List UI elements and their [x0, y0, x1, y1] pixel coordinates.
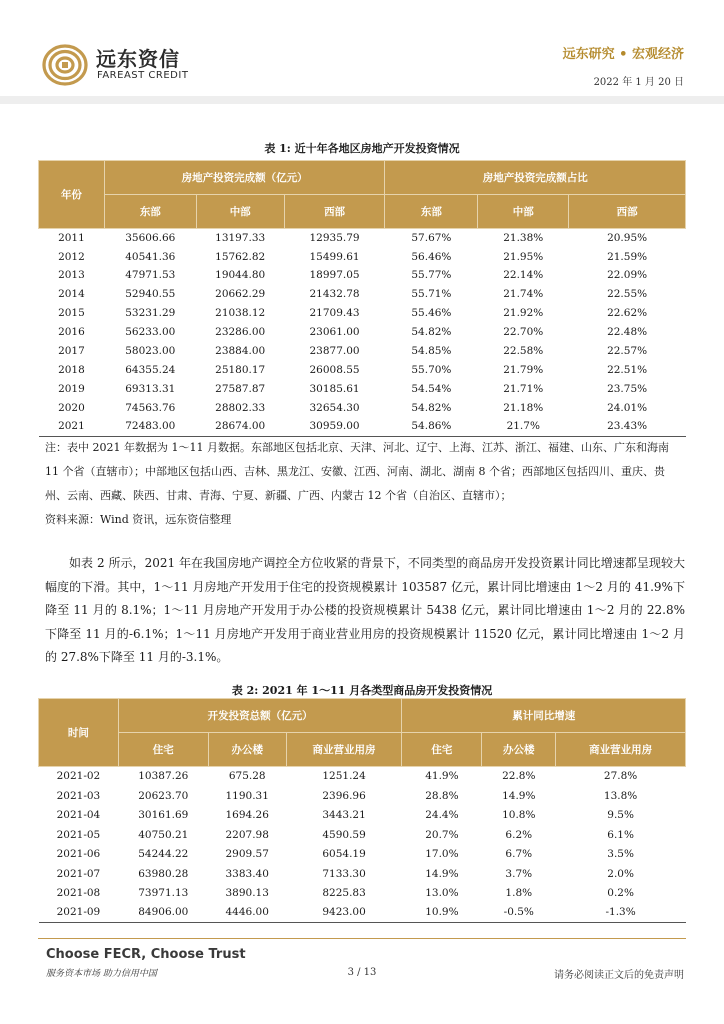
footer-sub-slogan: 服务资本市场 助力信用中国 — [46, 969, 157, 979]
table1-cell: 2016 — [58, 326, 85, 339]
table1-cell: 21.74% — [503, 288, 544, 301]
table1-row — [39, 399, 686, 418]
table1-subheader: 西部 — [284, 195, 385, 229]
table1-cell: 54.54% — [411, 382, 452, 395]
table1-cell: 35606.66 — [125, 231, 176, 244]
table1-cell: 21.59% — [607, 250, 648, 263]
table1-row — [39, 266, 686, 285]
table1-cell: 22.62% — [607, 307, 648, 320]
table2-cell: 2021-03 — [56, 789, 101, 802]
table2-row — [39, 845, 686, 865]
table2-cell: 2396.96 — [322, 789, 366, 802]
table1-cell: 23.75% — [607, 382, 648, 395]
table1-cell: 25180.17 — [215, 363, 266, 376]
table1-source: 资料来源：Wind 资讯，远东资信整理 — [45, 513, 232, 526]
table1-cell: 22.58% — [503, 345, 544, 358]
table1-cell: 55.70% — [411, 363, 452, 376]
table2-cell: 20.7% — [425, 828, 459, 841]
table1-subheader: 西部 — [569, 195, 686, 229]
table2-cell: 1.8% — [505, 887, 533, 899]
table2-cell: 20623.70 — [138, 789, 189, 802]
table1-row — [39, 361, 686, 380]
table1-cell: 30185.61 — [309, 382, 360, 395]
table1-body — [39, 229, 686, 437]
table1-cell: 22.48% — [607, 326, 648, 339]
table2-row — [39, 884, 686, 904]
header-divider — [0, 96, 724, 104]
table1-cell: 20.95% — [607, 231, 648, 244]
table1-subheader: 中部 — [196, 195, 284, 229]
table1-row — [39, 380, 686, 399]
table1-cell: 12935.79 — [309, 231, 360, 244]
table1-cell: 13197.33 — [215, 231, 266, 244]
table2-cell: 3.5% — [607, 848, 634, 860]
table1-cell: 55.46% — [411, 307, 452, 320]
table2-cell: 7133.30 — [322, 867, 366, 880]
table2-cell: 2021-02 — [56, 770, 101, 783]
table2-cell: 24.4% — [425, 809, 459, 821]
table1-cell: 27587.87 — [215, 382, 266, 395]
table1-cell: 23061.00 — [309, 326, 360, 339]
table2-time-header: 时间 — [39, 699, 119, 767]
report-series-title: 远东研究 • 宏观经济 — [562, 47, 684, 62]
table2-cell: 0.2% — [607, 887, 634, 899]
table1-caption: 表 1: 近十年各地区房地产开发投资情况 — [264, 142, 460, 155]
table1-cell: 57.67% — [411, 231, 452, 244]
table2-cell: 22.8% — [502, 770, 536, 783]
table1-cell: 56233.00 — [125, 326, 176, 339]
table2-cell: 2021-05 — [56, 828, 101, 841]
table1-cell: 54.86% — [385, 417, 478, 436]
table1-cell: 47971.53 — [125, 269, 176, 282]
table2-cell: 10.8% — [502, 809, 536, 821]
table2-cell: 4590.59 — [322, 828, 366, 841]
table1-cell: 20662.29 — [215, 288, 266, 301]
table1-cell: 22.09% — [607, 269, 648, 282]
brand-name-en: FAREAST CREDIT — [97, 70, 189, 81]
table1-cell: 22.70% — [503, 326, 544, 339]
table1-note: 注：表中 2021 年数据为 1～11 月数据。东部地区包括北京、天津、河北、辽宁、上海、江苏、浙江、福建、山东、广东和海南 11 个省（直辖市）；中部地区包括山西、吉林、黑龙江、安徽、江西、河南、湖北、湖南 8 个省；西部地区包括四川、重庆、贵州、云南、西藏、陕西、甘肃、青海、宁夏、新疆、广西、内蒙古 12 个省（自治区、直辖市）； — [45, 441, 669, 502]
table2-cell: 54244.22 — [138, 848, 189, 860]
table2-cell: 14.9% — [425, 867, 459, 880]
table1-cell: 15762.82 — [215, 250, 266, 263]
table2-cell: 675.28 — [228, 770, 266, 783]
table2-caption: 表 2: 2021 年 1～11 月各类型商品房开发投资情况 — [231, 684, 493, 697]
table2-cell: 14.9% — [502, 789, 536, 802]
table1-cell: 2018 — [58, 363, 85, 376]
table2-cell: 28.8% — [425, 789, 459, 802]
table1-cell: 54.85% — [411, 345, 452, 358]
page-header — [0, 0, 724, 104]
table1-cell: 32654.30 — [309, 401, 360, 414]
table1-cell: 21.79% — [503, 363, 544, 376]
table1-cell: 21.71% — [503, 382, 544, 395]
table2-cell: 2021-09 — [39, 903, 119, 923]
table1-cell: 74563.76 — [125, 401, 176, 414]
table2-cell: 41.9% — [425, 770, 459, 783]
table1-cell: 2019 — [58, 382, 85, 395]
table2-cell: 13.8% — [603, 789, 638, 802]
table1-cell: 2021 — [39, 417, 105, 436]
table1-cell: 21038.12 — [215, 307, 266, 320]
table2-row — [39, 825, 686, 845]
table1-cell: 22.55% — [607, 288, 648, 301]
table2-cell: 27.8% — [603, 770, 638, 783]
table1-cell: 64355.24 — [125, 363, 176, 376]
table1-year-header: 年份 — [39, 161, 105, 229]
table2-cell: 17.0% — [425, 848, 459, 860]
table1-cell: 2017 — [58, 345, 85, 358]
table1-cell: 15499.61 — [309, 250, 360, 263]
table1-cell: 2020 — [58, 401, 85, 414]
table2-cell: 10.9% — [402, 903, 482, 923]
body-paragraph: 如表 2 所示，2021 年在我国房地产调控全方位收紧的背景下，不同类型的商品房开发投资累计同比增速都呈现较大幅度的下滑。其中，1～11 月房地产开发用于住宅的投资规模累计 103587 亿元，累计同比增速由 1～2 月的 41.9%下降至 11 月的 8.1%；1～11 月房地产开发用于办公楼的投资规模累计 5438 亿元，累计同比增速由 1～2 月的 22.8%下降至 11 月的-6.1%；1～11 月房地产开发用于商业营业用房的投资规模累计 11520 亿元，累计同比增速由 1～2 月的 27.8%下降至 11 月的-3.1%。 — [45, 556, 685, 664]
table1-cell: 21.38% — [503, 231, 544, 244]
table2-cell: 84906.00 — [118, 903, 208, 923]
table1-cell: 23286.00 — [215, 326, 266, 339]
table2-cell: 73971.13 — [138, 887, 189, 899]
footer-divider — [38, 938, 686, 939]
table1-cell: 54.82% — [411, 401, 452, 414]
table2-cell: 2021-07 — [56, 867, 101, 880]
table1-cell: 54.82% — [411, 326, 452, 339]
report-date: 2022 年 1 月 20 日 — [593, 77, 684, 88]
table1-cell: 2011 — [58, 231, 85, 244]
table2-cell: 63980.28 — [138, 867, 189, 880]
table2-group-growth: 累计同比增速 — [402, 699, 686, 733]
table1-cell: 23884.00 — [215, 345, 266, 358]
page-number: 3 / 13 — [347, 967, 377, 978]
table2-subheader: 办公楼 — [208, 733, 286, 767]
table2-cell: 9423.00 — [286, 903, 402, 923]
table2-subheader: 商业营业用房 — [556, 733, 686, 767]
table1-subheader: 中部 — [478, 195, 569, 229]
table2-subheader: 办公楼 — [482, 733, 556, 767]
table2 — [38, 698, 686, 923]
table2-cell: 10387.26 — [138, 770, 189, 783]
table1-cell: 22.14% — [503, 269, 544, 282]
table1-cell: 40541.36 — [125, 250, 176, 263]
table1-cell: 26008.55 — [309, 363, 360, 376]
table1-subheader: 东部 — [385, 195, 478, 229]
table2-cell: 2021-06 — [56, 848, 101, 860]
table1-cell: 2014 — [58, 288, 85, 301]
table2-cell: 2021-04 — [56, 809, 101, 821]
table1 — [38, 160, 686, 437]
table2-cell: 8225.83 — [322, 887, 366, 899]
table1-cell: 52940.55 — [125, 288, 176, 301]
table2-cell: 2207.98 — [225, 828, 269, 841]
table1-cell: 58023.00 — [125, 345, 176, 358]
table2-cell: 2909.57 — [225, 848, 269, 860]
table2-cell: 9.5% — [607, 809, 634, 821]
brand-name-cn: 远东资信 — [96, 47, 180, 71]
table2-cell: 1190.31 — [225, 789, 269, 802]
table2-cell: 3890.13 — [225, 887, 269, 899]
table2-cell: 2.0% — [607, 867, 634, 880]
table2-cell: 3383.40 — [225, 867, 269, 880]
table2-row — [39, 767, 686, 787]
footer-slogan: Choose FECR, Choose Trust — [46, 947, 246, 962]
table1-cell: 30959.00 — [284, 417, 385, 436]
table1-cell: 21.18% — [503, 401, 544, 414]
fareast-logo-icon — [40, 42, 90, 88]
table1-cell: 23.43% — [569, 417, 686, 436]
table2-row — [39, 786, 686, 806]
table2-cell: 40750.21 — [138, 828, 189, 841]
table1-cell: 24.01% — [607, 401, 648, 414]
table2-cell: 4446.00 — [208, 903, 286, 923]
table2-subheader: 住宅 — [118, 733, 208, 767]
table1-cell: 21.95% — [503, 250, 544, 263]
table1-cell: 55.71% — [411, 288, 452, 301]
table2-cell: -1.3% — [556, 903, 686, 923]
table1-group-share: 房地产投资完成额占比 — [385, 161, 686, 195]
table1-cell: 18997.05 — [309, 269, 360, 282]
table1-row — [39, 285, 686, 304]
table1-cell: 21.7% — [478, 417, 569, 436]
table2-group-amount: 开发投资总额（亿元） — [118, 699, 402, 733]
table1-cell: 28674.00 — [196, 417, 284, 436]
table1-row — [39, 342, 686, 361]
table1-cell: 69313.31 — [125, 382, 176, 395]
table1-row — [39, 304, 686, 323]
table2-cell: 6.1% — [607, 828, 634, 841]
table2-cell: 3.7% — [505, 867, 533, 880]
table2-row — [39, 864, 686, 884]
table1-group-amount: 房地产投资完成额（亿元） — [104, 161, 385, 195]
table1-cell: 23877.00 — [309, 345, 360, 358]
table2-cell: 1694.26 — [225, 809, 269, 821]
table2-row — [39, 806, 686, 826]
table1-row — [39, 417, 686, 436]
table2-cell: 3443.21 — [322, 809, 366, 821]
table2-body — [39, 767, 686, 923]
table1-cell: 21432.78 — [309, 288, 360, 301]
table2-cell: 6.2% — [505, 828, 533, 841]
table1-cell: 21.92% — [503, 307, 544, 320]
table1-cell: 2012 — [58, 250, 85, 263]
table1-cell: 21709.43 — [309, 307, 360, 320]
table2-cell: 6054.19 — [322, 848, 366, 860]
table1-cell: 19044.80 — [215, 269, 266, 282]
table2-cell: 13.0% — [425, 887, 459, 899]
table1-cell: 2015 — [58, 307, 85, 320]
table2-cell: 2021-08 — [56, 887, 101, 899]
table1-cell: 22.57% — [607, 345, 648, 358]
table2-row — [39, 903, 686, 923]
table1-row — [39, 229, 686, 248]
footer-disclaimer: 请务必阅读正文后的免责声明 — [554, 970, 684, 981]
table2-subheader: 住宅 — [402, 733, 482, 767]
table1-cell: 55.77% — [411, 269, 452, 282]
table1-row — [39, 247, 686, 266]
table2-cell: 1251.24 — [322, 770, 366, 783]
table2-subheader: 商业营业用房 — [286, 733, 402, 767]
table1-cell: 53231.29 — [125, 307, 176, 320]
table2-cell: 6.7% — [505, 848, 533, 860]
table1-subheader: 东部 — [104, 195, 196, 229]
table1-cell: 56.46% — [411, 250, 452, 263]
table1-cell: 28802.33 — [215, 401, 266, 414]
table1-row — [39, 323, 686, 342]
table2-cell: 30161.69 — [138, 809, 189, 821]
table2-cell: -0.5% — [482, 903, 556, 923]
table1-cell: 2013 — [58, 269, 85, 282]
table1-cell: 22.51% — [607, 363, 648, 376]
table1-cell: 72483.00 — [104, 417, 196, 436]
